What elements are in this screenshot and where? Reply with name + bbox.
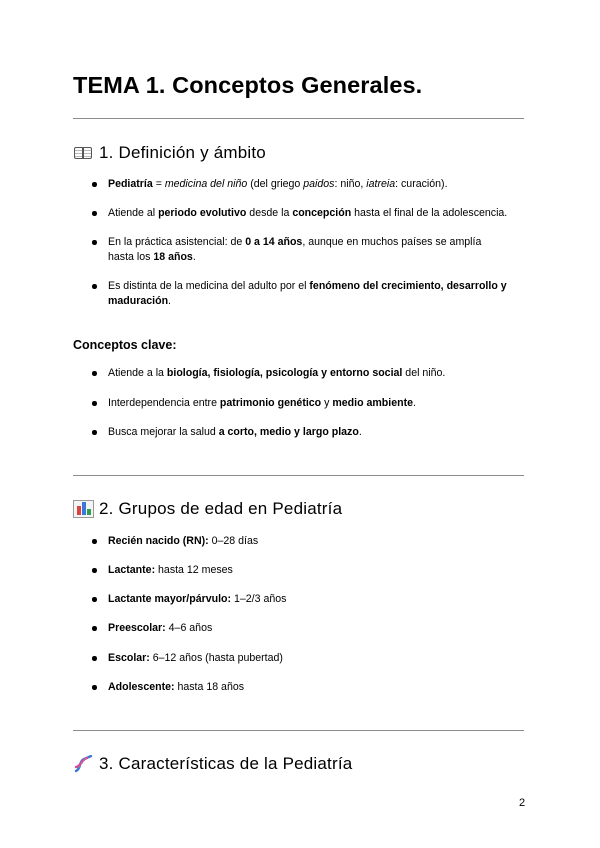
list-item: Preescolar: 4–6 años (108, 621, 528, 636)
section-3-heading-text: 3. Características de la Pediatría (99, 754, 353, 773)
section-2-heading (73, 499, 342, 519)
section-1-heading-text: 1. Definición y ámbito (99, 143, 266, 162)
list-item: Adolescente: hasta 18 años (108, 680, 528, 695)
list-item: Pediatría = medicina del niño (del griego paidos: niño, iatreia: curación). (108, 177, 528, 192)
divider (73, 475, 524, 476)
list-item: Atiende a la biología, fisiología, psicología y entorno social del niño. (108, 366, 528, 381)
section-2-heading-text: 2. Grupos de edad en Pediatría (99, 499, 343, 518)
list-item: Lactante: hasta 12 meses (108, 563, 528, 578)
key-concepts-heading: Conceptos clave: (73, 338, 177, 352)
list-item: Es distinta de la medicina del adulto por el fenómeno del crecimiento, desarrollo y maduración. (108, 279, 528, 308)
page-number: 2 (519, 797, 526, 809)
bar-chart-icon (73, 500, 94, 518)
list-item: Busca mejorar la salud a corto, medio y largo plazo. (108, 425, 528, 440)
divider (73, 730, 524, 731)
dna-icon (73, 755, 94, 773)
list-item: Recién nacido (RN): 0–28 días (108, 534, 528, 549)
page-title: TEMA 1. Conceptos Generales. (73, 72, 423, 98)
list-item: En la práctica asistencial: de 0 a 14 años, aunque en muchos países se amplía hasta los 18 años. (108, 235, 508, 264)
section-3-heading (73, 754, 352, 774)
list-item: Escolar: 6–12 años (hasta pubertad) (108, 651, 528, 666)
list-item: Lactante mayor/párvulo: 1–2/3 años (108, 592, 528, 607)
list-item: Atiende al periodo evolutivo desde la concepción hasta el final de la adolescencia. (108, 206, 528, 221)
book-icon (73, 144, 94, 162)
section-1-heading (73, 143, 266, 163)
divider (73, 118, 524, 119)
list-item: Interdependencia entre patrimonio genético y medio ambiente. (108, 396, 528, 411)
